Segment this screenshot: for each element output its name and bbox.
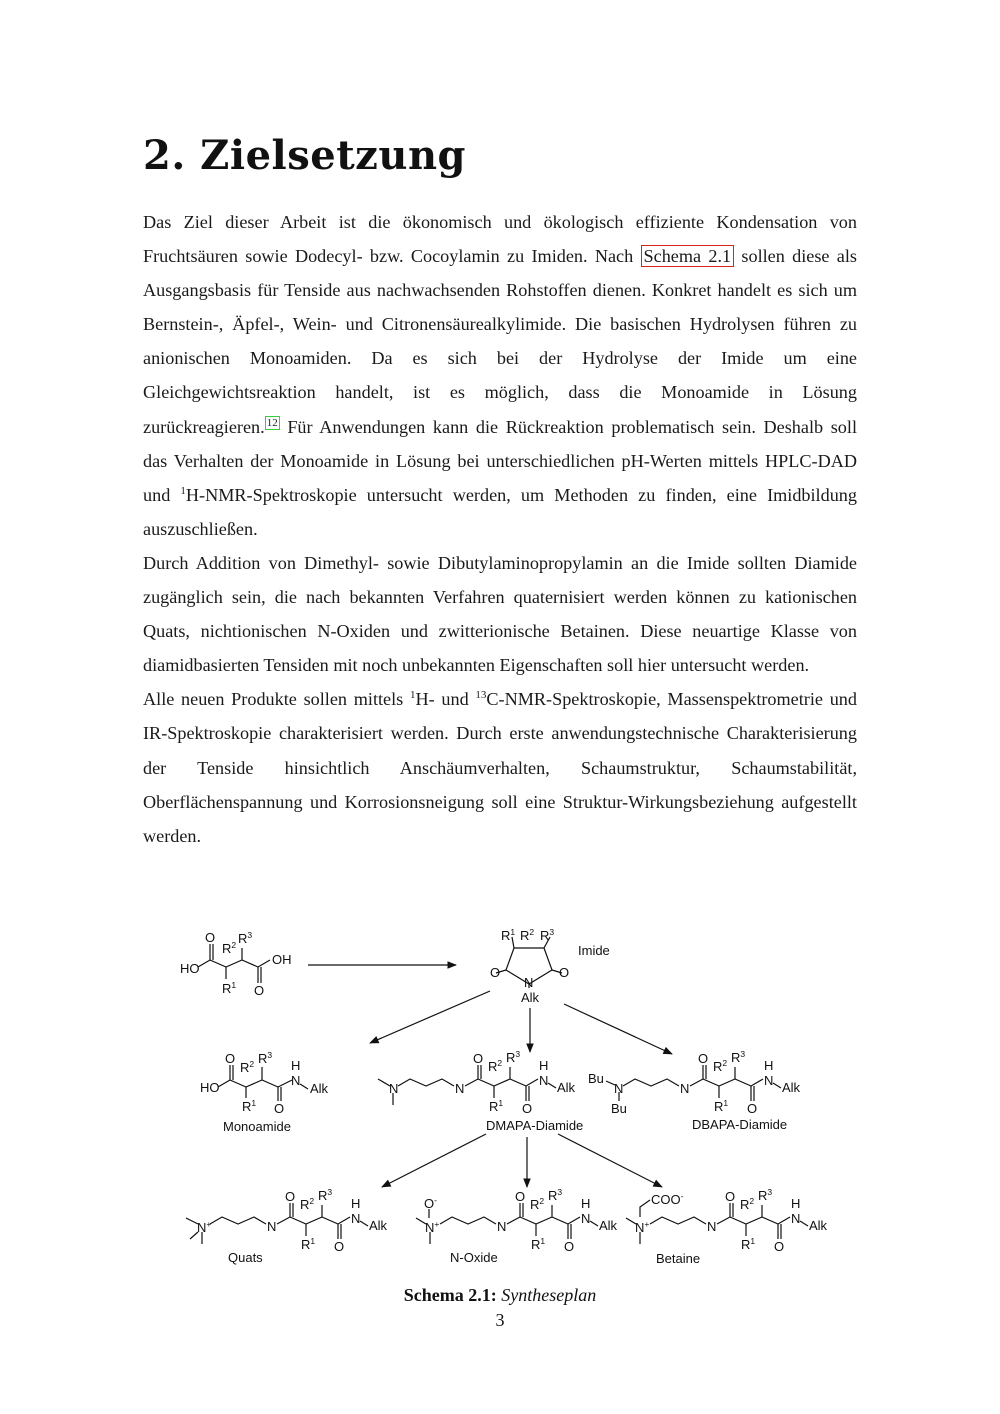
charge-label: - bbox=[434, 1195, 437, 1205]
section-heading: 2. Zielsetzung bbox=[143, 132, 467, 179]
atom-label: N bbox=[635, 1220, 645, 1235]
atom-label: O bbox=[515, 1189, 526, 1204]
caption-title: Syntheseplan bbox=[501, 1285, 597, 1305]
superscript: 1 bbox=[251, 1098, 257, 1108]
charge-label: - bbox=[680, 1191, 684, 1201]
paragraph-text: sollen diese als Ausgangsbasis für Tenside aus nachwachsenden Rohstoffen dienen. Konkret handelt es sich um Bernstein-, Äpfel-, Wein- und Citronensäurealkylimide. Die basischen Hydrolysen führen zu anionischen Monoamiden. Da es sich bei der Hydrolyse der Imide um eine Gleichgewichtsreaktion handelt, ist es möglich, dass die Monoamide in Lösung zurückreagieren. bbox=[143, 246, 857, 437]
superscript: 3 bbox=[767, 1187, 773, 1197]
atom-label: O bbox=[559, 965, 570, 980]
superscript: 2 bbox=[722, 1058, 728, 1068]
atom-label: N bbox=[291, 1073, 301, 1088]
r-group: R bbox=[242, 1099, 252, 1114]
r-group: R bbox=[731, 1050, 741, 1065]
atom-label: O bbox=[274, 1101, 285, 1116]
superscript: 2 bbox=[529, 927, 535, 937]
atom-label: N bbox=[389, 1081, 399, 1096]
svg-text:R2 bbox=[530, 1196, 544, 1212]
paragraph-text: H-NMR-Spektroskopie untersucht werden, um Methoden zu finden, eine Imidbildung auszuschließen. bbox=[143, 484, 857, 539]
svg-text:R1 bbox=[489, 1098, 503, 1114]
atom-label: O bbox=[698, 1051, 709, 1066]
synthesis-scheme bbox=[160, 915, 840, 1285]
r-group: R bbox=[301, 1237, 311, 1252]
r-group: R bbox=[741, 1237, 751, 1252]
svg-text:R1 bbox=[714, 1098, 728, 1114]
r-group: R bbox=[258, 1051, 268, 1066]
r-group: R bbox=[489, 1099, 499, 1114]
superscript: 3 bbox=[267, 1050, 273, 1060]
n-oxide-label: N-Oxide bbox=[450, 1250, 498, 1265]
atom-label: Alk bbox=[782, 1080, 801, 1095]
monoamide-structure bbox=[200, 1050, 329, 1134]
dmapa-diamide-label: DMAPA-Diamide bbox=[486, 1118, 584, 1133]
atom-label: N bbox=[581, 1211, 591, 1226]
svg-text:N+ bbox=[635, 1219, 649, 1235]
dbapa-diamide-structure bbox=[588, 1049, 801, 1132]
svg-text:R2 bbox=[713, 1058, 727, 1074]
reaction-arrow bbox=[382, 1134, 486, 1187]
atom-label: H bbox=[291, 1058, 301, 1073]
atom-label: N bbox=[791, 1211, 801, 1226]
atom-label: O bbox=[285, 1189, 296, 1204]
dmapa-diamide-structure bbox=[378, 1049, 583, 1133]
superscript: 3 bbox=[740, 1049, 746, 1059]
superscript: 1 bbox=[510, 927, 516, 937]
paragraph-text: Alle neuen Produkte sollen mittels bbox=[143, 689, 410, 710]
atom-label: OH bbox=[272, 952, 292, 967]
atom-label: N bbox=[455, 1081, 465, 1096]
r-group: R bbox=[740, 1197, 750, 1212]
reaction-arrow bbox=[370, 991, 490, 1043]
svg-text:R3 bbox=[758, 1187, 772, 1203]
r-group: R bbox=[530, 1197, 540, 1212]
superscript: 1 bbox=[310, 1236, 316, 1246]
atom-label: N bbox=[764, 1073, 774, 1088]
paragraph-text: C-NMR-Spektroskopie, Massenspektrometrie und IR-Spektroskopie charakterisiert werden. Durch erste anwendungstechnische Charakterisierung der Tenside hinsichtlich Anschäumverhalten, Schaumstruktur, Schaumstabilität, Oberflächenspannung und Korrosionsneigung soll eine Struktur-Wirkungsbeziehung aufgestellt werden. bbox=[143, 689, 857, 846]
r-group: R bbox=[714, 1099, 724, 1114]
atom-label: N bbox=[524, 975, 534, 990]
monoamide-label: Monoamide bbox=[223, 1119, 291, 1134]
r-group: R bbox=[501, 928, 511, 943]
atom-label: H bbox=[539, 1058, 549, 1073]
atom-label: Bu bbox=[588, 1071, 604, 1086]
atom-label: Alk bbox=[599, 1218, 618, 1233]
svg-text:R3 bbox=[731, 1049, 745, 1065]
atom-label: O bbox=[473, 1051, 484, 1066]
superscript: 2 bbox=[539, 1196, 545, 1206]
r-group: R bbox=[488, 1059, 498, 1074]
superscript: 1 bbox=[750, 1236, 756, 1246]
superscript: 3 bbox=[247, 930, 253, 940]
superscript: 1 bbox=[723, 1098, 729, 1108]
atom-label: N bbox=[497, 1219, 507, 1234]
atom-label: O bbox=[774, 1239, 785, 1254]
svg-text:N+ bbox=[197, 1219, 211, 1235]
superscript: 2 bbox=[749, 1196, 755, 1206]
superscript: 2 bbox=[309, 1196, 315, 1206]
body-text bbox=[143, 205, 857, 853]
paragraph-characterization bbox=[143, 682, 857, 852]
svg-text:R3 bbox=[506, 1049, 520, 1065]
r-group: R bbox=[531, 1237, 541, 1252]
paragraph-text: Für Anwendungen kann die Rückreaktion problematisch sein. Deshalb soll das Verhalten der Monoamide in Lösung bei unterschiedlichen pH-Werten mittels HPLC-DAD und bbox=[143, 416, 857, 505]
atom-label: O bbox=[564, 1239, 575, 1254]
svg-text:R2 bbox=[740, 1196, 754, 1212]
page-number: 3 bbox=[495, 1310, 505, 1330]
atom-label: Bu bbox=[611, 1101, 627, 1116]
atom-label: N bbox=[680, 1081, 690, 1096]
betaine-label: Betaine bbox=[656, 1251, 701, 1266]
svg-text:R3 bbox=[258, 1050, 272, 1066]
schema-reference-link[interactable]: Schema 2.1 bbox=[641, 245, 735, 267]
atom-label: HO bbox=[200, 1080, 220, 1095]
svg-text:R1 bbox=[741, 1236, 755, 1252]
atom-label: O bbox=[725, 1189, 736, 1204]
diacid-structure bbox=[180, 930, 292, 998]
r-group: R bbox=[540, 928, 550, 943]
r-group: R bbox=[713, 1059, 723, 1074]
superscript: 3 bbox=[515, 1049, 521, 1059]
quats-structure bbox=[186, 1187, 388, 1265]
atom-label: O bbox=[522, 1101, 533, 1116]
superscript: 1 bbox=[540, 1236, 546, 1246]
r-group: R bbox=[506, 1050, 516, 1065]
quats-label: Quats bbox=[228, 1250, 263, 1265]
r-group: R bbox=[222, 981, 232, 996]
paragraph-text: H- und bbox=[415, 689, 476, 710]
atom-label: Alk bbox=[557, 1080, 576, 1095]
r-group: R bbox=[520, 928, 530, 943]
svg-text:R2 bbox=[520, 927, 534, 943]
r-group: R bbox=[238, 931, 248, 946]
svg-text:R3 bbox=[238, 930, 252, 946]
r-group: R bbox=[300, 1197, 310, 1212]
svg-text:N+ bbox=[425, 1219, 439, 1235]
r-group: R bbox=[222, 941, 232, 956]
superscript: 3 bbox=[557, 1187, 563, 1197]
atom-label: Alk bbox=[521, 990, 540, 1005]
svg-text:R3 bbox=[318, 1187, 332, 1203]
atom-label: H bbox=[351, 1196, 361, 1211]
superscript: 1 bbox=[409, 689, 416, 702]
svg-text:R3 bbox=[540, 927, 554, 943]
svg-text:R2 bbox=[300, 1196, 314, 1212]
r-group: R bbox=[318, 1188, 328, 1203]
svg-text:R1 bbox=[531, 1236, 545, 1252]
r-group: R bbox=[548, 1188, 558, 1203]
svg-text:R2 bbox=[488, 1058, 502, 1074]
superscript: 1 bbox=[180, 484, 186, 497]
atom-label: H bbox=[791, 1196, 801, 1211]
superscript: 13 bbox=[475, 689, 487, 702]
atom-label: Alk bbox=[310, 1081, 329, 1096]
superscript: 1 bbox=[231, 980, 237, 990]
svg-text:R1 bbox=[222, 980, 236, 996]
atom-label: O bbox=[747, 1101, 758, 1116]
svg-text:R3 bbox=[548, 1187, 562, 1203]
atom-label: H bbox=[764, 1058, 774, 1073]
atom-label: O bbox=[225, 1051, 236, 1066]
atom-label: O bbox=[490, 965, 501, 980]
svg-text:R2 bbox=[222, 940, 236, 956]
atom-label: O bbox=[254, 983, 265, 998]
svg-text:O- bbox=[424, 1195, 437, 1211]
atom-label: O bbox=[205, 930, 216, 945]
charge-label: + bbox=[434, 1219, 440, 1229]
superscript: 2 bbox=[497, 1058, 503, 1068]
imide-label: Imide bbox=[578, 943, 610, 958]
svg-text:R1 bbox=[242, 1098, 256, 1114]
atom-label: O bbox=[424, 1196, 435, 1211]
atom-label: H bbox=[581, 1196, 591, 1211]
atom-label: N bbox=[267, 1219, 277, 1234]
atom-label: N bbox=[197, 1220, 207, 1235]
svg-text:R1 bbox=[301, 1236, 315, 1252]
superscript: 2 bbox=[231, 940, 237, 950]
svg-text:R2 bbox=[240, 1059, 254, 1075]
atom-label: COO bbox=[651, 1192, 681, 1207]
atom-label: N bbox=[614, 1081, 624, 1096]
charge-label: + bbox=[644, 1219, 650, 1229]
paragraph-text: Das Ziel dieser Arbeit ist die ökonomisch und ökologisch effiziente Kondensation von Fruchtsäuren sowie Dodecyl- bzw. Cocoylamin zu Imiden. Nach bbox=[143, 212, 857, 267]
atom-label: Alk bbox=[369, 1218, 388, 1233]
atom-label: HO bbox=[180, 961, 200, 976]
imide-structure bbox=[490, 927, 610, 1005]
atom-label: N bbox=[425, 1220, 435, 1235]
svg-text:COO- bbox=[651, 1191, 684, 1207]
dbapa-diamide-label: DBAPA-Diamide bbox=[692, 1117, 788, 1132]
atom-label: N bbox=[351, 1211, 361, 1226]
charge-label: + bbox=[206, 1219, 212, 1229]
reaction-arrow bbox=[564, 1004, 672, 1054]
r-group: R bbox=[240, 1060, 250, 1075]
atom-label: N bbox=[707, 1219, 717, 1234]
caption-label: Schema 2.1: bbox=[403, 1285, 497, 1305]
superscript: 3 bbox=[549, 927, 555, 937]
r-group: R bbox=[758, 1188, 768, 1203]
superscript: 3 bbox=[327, 1187, 333, 1197]
atom-label: O bbox=[334, 1239, 345, 1254]
n-oxide-structure bbox=[416, 1187, 618, 1265]
paragraph-goal bbox=[143, 205, 857, 546]
superscript: 1 bbox=[498, 1098, 504, 1108]
superscript: 2 bbox=[249, 1059, 255, 1069]
figure-caption bbox=[0, 1285, 1000, 1306]
reaction-arrow bbox=[558, 1134, 662, 1187]
citation-link[interactable]: 12 bbox=[266, 416, 278, 429]
atom-label: Alk bbox=[809, 1218, 828, 1233]
betaine-structure bbox=[626, 1187, 828, 1266]
atom-label: N bbox=[539, 1073, 549, 1088]
paragraph-diamides: Durch Addition von Dimethyl- sowie Dibutylaminopropylamin an die Imide sollten Diamide zugänglich sein, die nach bekannten Verfahren quaternisiert werden können zu kationischen Quats, nichtionischen N-Oxiden und zwitterionische Betainen. Diese neuartige Klasse von diamidbasierten Tensiden mit noch unbekannten Eigenschaften soll hier untersucht werden. bbox=[143, 552, 857, 676]
